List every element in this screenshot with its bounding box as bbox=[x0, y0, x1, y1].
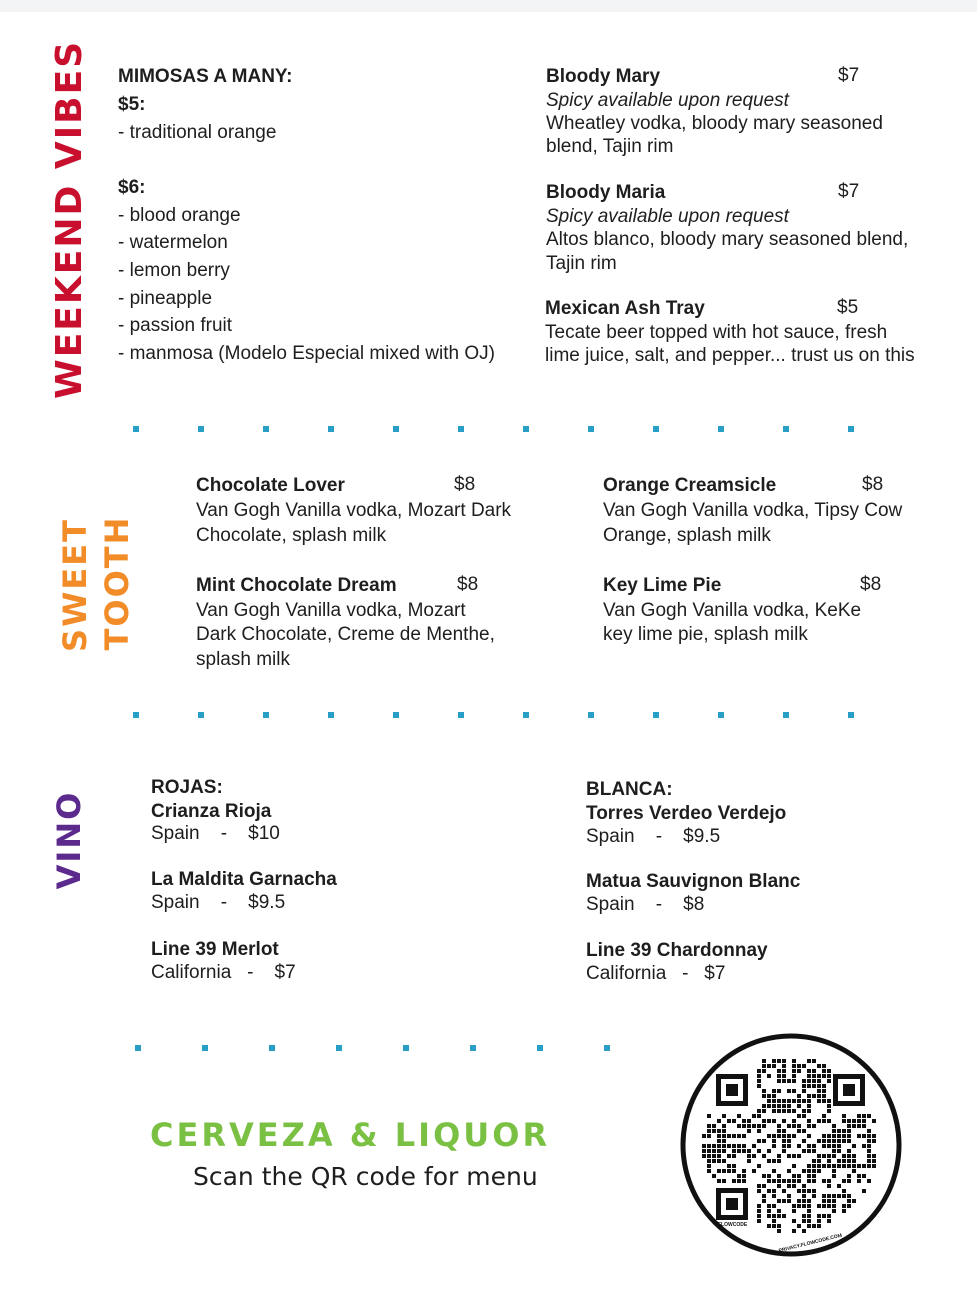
dot-divider bbox=[133, 426, 863, 432]
drink-price: $7 bbox=[838, 181, 860, 202]
cerveza-subtitle: Scan the QR code for menu bbox=[193, 1162, 538, 1191]
tooth-label: TOOTH bbox=[98, 515, 136, 651]
drink-desc: splash milk bbox=[196, 649, 290, 670]
wine-name: Crianza Rioja bbox=[151, 801, 272, 822]
qr-finder-top-left bbox=[716, 1074, 748, 1106]
drink-desc: Van Gogh Vanilla vodka, Mozart bbox=[196, 600, 466, 621]
menu-page bbox=[0, 12, 977, 1289]
wine-origin: Spain - $9.5 bbox=[151, 892, 286, 913]
wine-name: La Maldita Garnacha bbox=[151, 869, 337, 890]
dot-divider bbox=[133, 712, 863, 718]
drink-desc: Chocolate, splash milk bbox=[196, 525, 387, 546]
drink-desc: Wheatley vodka, bloody mary seasoned bbox=[546, 113, 883, 134]
wine-name: Torres Verdeo Verdejo bbox=[586, 803, 787, 824]
qr-top-text: FLOWCODE bbox=[718, 1222, 748, 1228]
drink-desc: Tecate beer topped with hot sauce, fresh bbox=[545, 322, 888, 343]
drink-desc: Van Gogh Vanilla vodka, KeKe bbox=[603, 600, 862, 621]
drink-name: Orange Creamsicle bbox=[603, 475, 777, 496]
drink-name: Key Lime Pie bbox=[603, 575, 722, 596]
drink-name: Bloody Maria bbox=[546, 182, 666, 203]
drink-price: $8 bbox=[862, 474, 884, 495]
mimosa-item: - traditional orange bbox=[118, 122, 277, 143]
mimosa-item: - pineapple bbox=[118, 288, 213, 309]
drink-price: $5 bbox=[837, 297, 859, 318]
mimosa-item: - blood orange bbox=[118, 205, 241, 226]
mimosas-price-6: $6: bbox=[118, 177, 146, 198]
rojas-title: ROJAS: bbox=[151, 777, 223, 798]
qr-finder-bottom-left bbox=[716, 1188, 748, 1220]
wine-name: Line 39 Merlot bbox=[151, 939, 279, 960]
mimosas-title: MIMOSAS A MANY: bbox=[118, 66, 293, 87]
drink-name: Mexican Ash Tray bbox=[545, 298, 705, 319]
wine-origin: Spain - $9.5 bbox=[586, 826, 721, 847]
drink-desc: Tajin rim bbox=[546, 253, 617, 274]
sweet-label: SWEET bbox=[56, 518, 94, 652]
wine-origin: Spain - $8 bbox=[586, 894, 705, 915]
mimosa-item: - passion fruit bbox=[118, 315, 233, 336]
qr-finder-top-right bbox=[833, 1074, 865, 1106]
mimosas-price-5: $5: bbox=[118, 94, 146, 115]
wine-name: Line 39 Chardonnay bbox=[586, 940, 768, 961]
drink-price: $7 bbox=[838, 65, 860, 86]
drink-desc: key lime pie, splash milk bbox=[603, 624, 808, 645]
blanca-title: BLANCA: bbox=[586, 779, 673, 800]
drink-price: $8 bbox=[457, 574, 479, 595]
drink-note: Spicy available upon request bbox=[546, 206, 789, 227]
weekend-vibes-label: WEEKEND VIBES bbox=[49, 39, 90, 399]
drink-desc: Altos blanco, bloody mary seasoned blend, bbox=[546, 229, 909, 250]
drink-desc: blend, Tajin rim bbox=[546, 136, 674, 157]
vino-label: VINO bbox=[50, 790, 88, 890]
drink-desc: Dark Chocolate, Creme de Menthe, bbox=[196, 624, 495, 645]
qr-bottom-text: PRIVACY.FLOWCODE.COM bbox=[778, 1232, 843, 1255]
mimosa-item: - manmosa (Modelo Especial mixed with OJ) bbox=[118, 343, 495, 364]
drink-desc: Orange, splash milk bbox=[603, 525, 771, 546]
wine-name: Matua Sauvignon Blanc bbox=[586, 871, 801, 892]
drink-desc: lime juice, salt, and pepper... trust us on this bbox=[545, 345, 915, 366]
mimosa-item: - watermelon bbox=[118, 232, 228, 253]
drink-name: Chocolate Lover bbox=[196, 475, 345, 496]
cerveza-title: CERVEZA & LIQUOR bbox=[150, 1116, 551, 1154]
wine-origin: Spain - $10 bbox=[151, 823, 280, 844]
drink-name: Bloody Mary bbox=[546, 66, 661, 87]
drink-note: Spicy available upon request bbox=[546, 90, 789, 111]
drink-name: Mint Chocolate Dream bbox=[196, 575, 397, 596]
drink-desc: Van Gogh Vanilla vodka, Tipsy Cow bbox=[603, 500, 903, 521]
drink-price: $8 bbox=[454, 474, 476, 495]
drink-desc: Van Gogh Vanilla vodka, Mozart Dark bbox=[196, 500, 512, 521]
drink-price: $8 bbox=[860, 574, 882, 595]
mimosa-item: - lemon berry bbox=[118, 260, 230, 281]
wine-origin: California - $7 bbox=[151, 962, 296, 983]
dot-divider bbox=[135, 1045, 610, 1051]
qr-code[interactable] bbox=[680, 1032, 902, 1262]
wine-origin: California - $7 bbox=[586, 963, 726, 984]
qr-code-image bbox=[680, 1032, 902, 1262]
